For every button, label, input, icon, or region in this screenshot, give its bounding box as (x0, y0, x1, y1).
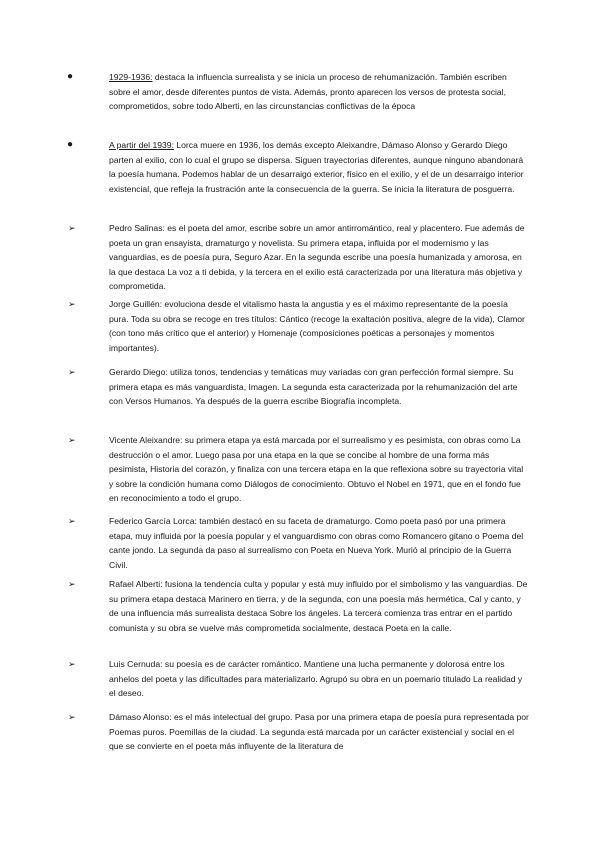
paragraph-text: Dámaso Alonso: es el más intelectual del grupo. Pasa por una primera etapa de poesía pura representada por Poemas puros. Poemillas de la ciudad. La segunda está marcada por un carácter existencial y social en el que se convierte en el poeta más influyente de la literatura de (109, 712, 529, 752)
list-item-luis-cernuda (68, 657, 529, 701)
paragraph-text: destaca la influencia surrealista y se inicia un proceso de rehumanización. También escriben sobre el amor, desde diferentes puntos de vista. Además, pronto aparecen los versos de protesta social, comprometidos, sobre todo Alberti, en las circunstancias conflictivas de la época (109, 72, 507, 112)
list-item-pedro-salinas (68, 221, 529, 294)
paragraph-text: Gerardo Diego: utiliza tonos, tendencias y temáticas muy variadas con gran perfección formal siempre. Su primera etapa es más vanguardista, Imagen. La segunda esta caracterizada por la rehumanización del arte con Versos Humanos. Ya después de la guerra escribe Biografía incompleta. (109, 367, 518, 407)
list-item-period-1939 (67, 138, 529, 196)
period-label: 1929-1936: (109, 72, 153, 82)
paragraph (109, 138, 529, 196)
arrow-bullet-icon: ➢ (68, 516, 76, 526)
paragraph-text: Federico García Lorca: también destacó en su faceta de dramaturgo. Como poeta pasó por una primera etapa, muy influida por la poesía popular y el vanguardismo con obras como Romancero gitano o Poema del cante jondo. La segunda da paso al surrealismo con Poeta en Nueva York. Murió al principio de la Guerra Civil. (109, 516, 524, 570)
list-item-rafael-alberti (68, 577, 529, 635)
list-item-vicente-aleixandre (68, 433, 529, 506)
list-item-damaso-alonso (68, 710, 529, 754)
paragraph-text: Vicente Aleixandre: su primera etapa ya está marcada por el surrealismo y es pesimista, con obras como La destrucción o el amor. Luego pasa por una etapa en la que se concibe al hombre de una forma más pesimista, Historia del corazón, y finaliza con una tercera etapa en la que reflexiona sobre su trayectoria vital y sobre la condición humana como Diálogos de conocimiento. Obtuvo el Nobel en 1971, que en el fondo fue en reconocimiento a todo el grupo. (109, 435, 524, 504)
list-item-period-1929-1936 (67, 70, 529, 114)
arrow-bullet-icon: ➢ (68, 712, 76, 722)
paragraph-text: Lorca muere en 1936, los demás excepto Aleixandre, Dámaso Alonso y Gerardo Diego parten al exilio, con lo cual el grupo se dispersa. Siguen trayectorias diferentes, aunque ninguno abandonará la poesía humana. Podemos hablar de un desarraigo exterior, físico en el exilio, y el de un desarraigo interior existencial, que refleja la frustración ante la consecuencia de la guerra. Se inicia la literatura de posguerra. (109, 140, 524, 194)
bullet-dot-icon: ● (67, 71, 74, 82)
period-label: A partir del 1939: (109, 140, 174, 150)
arrow-bullet-icon: ➢ (68, 659, 76, 669)
arrow-bullet-icon: ➢ (68, 299, 76, 309)
list-item-jorge-guillen (68, 297, 529, 355)
bullet-dot-icon: ● (67, 139, 74, 150)
arrow-bullet-icon: ➢ (68, 579, 76, 589)
arrow-bullet-icon: ➢ (68, 367, 76, 377)
list-item-federico-garcia-lorca (68, 514, 529, 572)
list-item-gerardo-diego (68, 365, 529, 409)
paragraph-text: Jorge Guillén: evoluciona desde el vitalismo hasta la angustia y es el máximo representante de la poesía pura. Toda su obra se recoge en tres títulos: Cántico (recoge la exaltación positiva, alegre de la vida), Clamor (con tono más crítico que el anterior) y Homenaje (composiciones poéticas a personajes y momentos importantes). (109, 299, 525, 353)
paragraph-text: Luis Cernuda: su poesía es de carácter romántico. Mantiene una lucha permanente y dolorosa entre los anhelos del poeta y las dificultades para materializarlo. Agrupó su obra en un poemario titulado La realidad y el deseo. (109, 659, 523, 699)
arrow-bullet-icon: ➢ (68, 223, 76, 233)
paragraph (109, 70, 529, 114)
paragraph-text: Pedro Salinas: es el poeta del amor, escribe sobre un amor antirromántico, real y placentero. Fue además de poeta un gran ensayista, dramaturgo y novelista. Su primera etapa, influida por el modernismo y las vanguardias, es de poesía pura, Seguro Azar. En la segunda escribe una poesía humanizada y amorosa, en la que destaca La voz a ti debida, y la tercera en el exilio está caracterizada por una literatura más objetiva y comprometida. (109, 223, 525, 292)
arrow-bullet-icon: ➢ (68, 435, 76, 445)
paragraph-text: Rafael Alberti: fusiona la tendencia culta y popular y está muy influido por el simbolismo y las vanguardias. De su primera etapa destaca Marinero en tierra, y de la segunda, con una poesía más hermética, Cal y canto, y de una influencia más surrealista destaca Sobre los ángeles. La tercera comienza tras entrar en el partido comunista y su obra se vuelve más comprometida socialmente, destaca Poeta en la calle. (109, 579, 528, 633)
